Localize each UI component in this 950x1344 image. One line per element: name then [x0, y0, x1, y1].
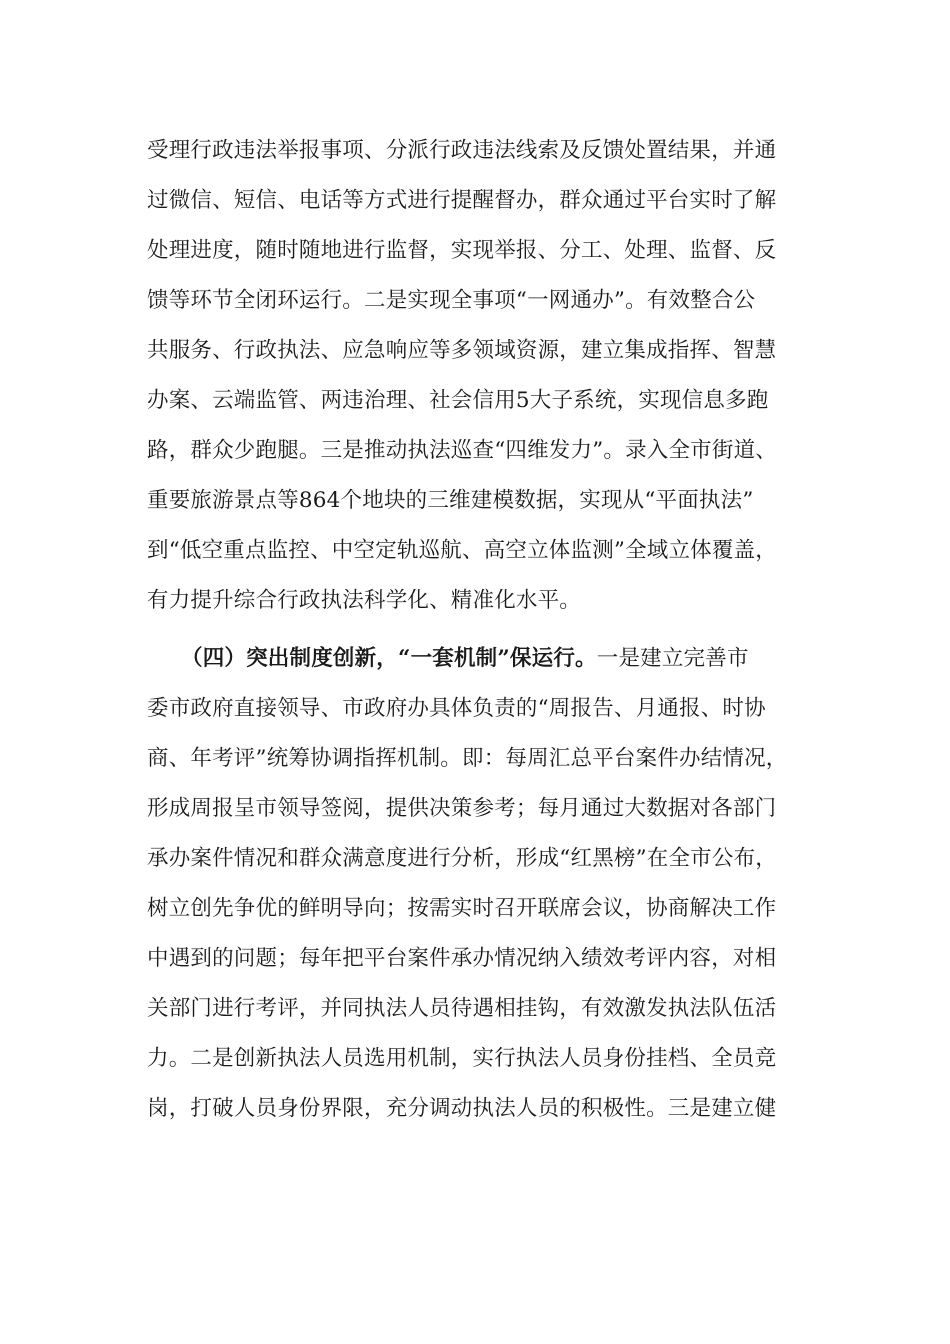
- paragraph-line: 中遇到的问题；每年把平台案件承办情况纳入绩效考评内容，对相: [147, 946, 777, 971]
- paragraph-line: 过微信、短信、电话等方式进行提醒督办，群众通过平台实时了解: [147, 188, 777, 213]
- paragraph-line: 重要旅游景点等864个地块的三维建模数据，实现从“平面执法”: [147, 488, 754, 513]
- paragraph-line: 关部门进行考评，并同执法人员待遇相挂钩，有效激发执法队伍活: [147, 996, 777, 1021]
- paragraph-line: 岗，打破人员身份界限，充分调动执法人员的积极性。三是建立健: [147, 1096, 777, 1121]
- section-4-first-line: [181, 639, 827, 679]
- paragraph-line: 力。二是创新执法人员选用机制，实行执法人员身份挂档、全员竞: [147, 1046, 777, 1071]
- paragraph-line: 处理进度，随时随地进行监督，实现举报、分工、处理、监督、反: [147, 238, 777, 263]
- paragraph-line: 共服务、行政执法、应急响应等多领域资源，建立集成指挥、智慧: [147, 338, 777, 363]
- paragraph-line: 馈等环节全闭环运行。二是实现全事项“一网通办”。有效整合公: [147, 288, 756, 313]
- paragraph-line: 路，群众少跑腿。三是推动执法巡查“四维发力”。录入全市街道、: [147, 438, 777, 463]
- paragraph-line: 承办案件情况和群众满意度进行分析，形成“红黑榜”在全市公布，: [147, 846, 777, 871]
- paragraph-line: 有力提升综合行政执法科学化、精准化水平。: [147, 588, 582, 613]
- paragraph-line: 树立创先争优的鲜明导向；按需实时召开联席会议，协商解决工作: [147, 896, 777, 921]
- paragraph-line: 到“低空重点监控、中空定轨巡航、高空立体监测”全域立体覆盖，: [147, 538, 777, 563]
- section-4-heading: （四）突出制度创新，“一套机制”保运行。: [181, 646, 597, 671]
- paragraph-line: 受理行政违法举报事项、分派行政违法线索及反馈处置结果，并通: [147, 138, 777, 163]
- paragraph-line: 办案、云端监管、两违治理、社会信用5大子系统，实现信息多跑: [147, 388, 769, 413]
- section-4-first-line-text: 一是建立完善市: [596, 646, 749, 671]
- paragraph-line: 形成周报呈市领导签阅，提供决策参考；每月通过大数据对各部门: [147, 796, 777, 821]
- paragraph-line: 商、年考评”统筹协调指挥机制。即：每周汇总平台案件办结情况，: [147, 746, 788, 771]
- paragraph-line: 委市政府直接领导、市政府办具体负责的“周报告、月通报、时协: [147, 696, 766, 721]
